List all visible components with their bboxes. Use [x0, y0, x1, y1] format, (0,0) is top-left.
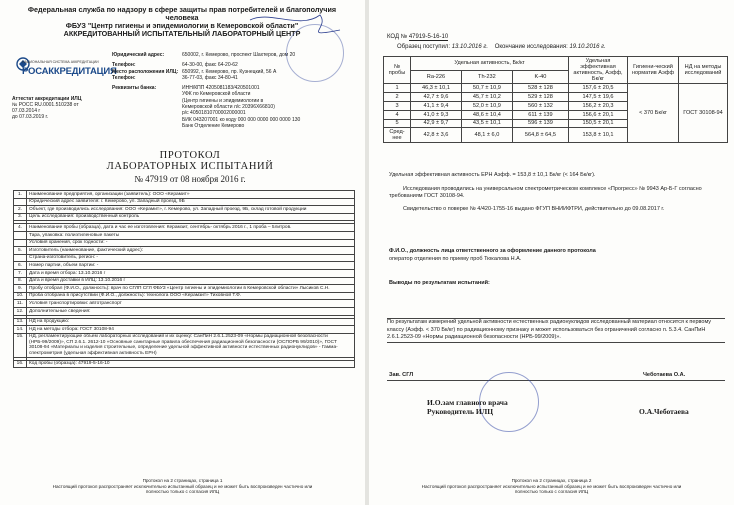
contact-row: Реквизиты банка: ИНН/КПП 4205081183/420501001 — [112, 85, 260, 92]
cell-eff: 156,2 ± 20,3 — [569, 102, 628, 111]
row-text: Дата и время отбора: 13.10.2016 г — [27, 269, 355, 277]
header-line: Федеральная служба по надзору в сфере защиты прав потребителей и благополучия человека — [27, 5, 337, 22]
row-number — [14, 231, 27, 239]
sig-name: Чеботаева О.А. — [643, 372, 686, 378]
table-row — [14, 292, 355, 300]
footer-line: полностью только с согласия ИЛЦ — [514, 489, 589, 495]
row-text: Дата и время доставки в ИЛЦ: 13.10.2016 г — [27, 277, 355, 285]
code-label: КОД № — [387, 34, 408, 40]
row-text: НД, регламентирующие объем лабораторных исследований и их оценку: СанПиН 2.6.1.2523-09 «Нормы радиационной безопасности (НРБ-99/2009)», СП 2.6.1. 2612-10 «Основные санитарные правила обеспечения радиационной безопасности (ОСПОРБ 99/2010)», ГОСТ 30108-94 «Материалы и изделия строительные, определение удельной эффективной активности естественных радионуклидов» - Гамма-спектрометрия (удельная эффективная активность ЕРН) — [27, 333, 355, 357]
cell-n: 4 — [384, 110, 411, 119]
signature — [0, 0, 365, 130]
col-norm: Гигиени-ческий норматив Aэфф — [628, 57, 679, 84]
sample-dates — [397, 44, 606, 50]
table-row — [384, 84, 728, 93]
footer-line: Протокол на 2 страницах, страница 1 — [142, 478, 223, 484]
row-text: Номер партии, объем партии: - — [27, 262, 355, 270]
conclusion-box: По результатам измерений удельной активности естественных радионуклидов исследованный материал относится к первому классу (Aэфф. < 370 Бк/кг) по радиационному признаку и может использоваться без ограничений согласно п. 5.3.4. СанПиН 2.6.1.2523-09 «Нормы радиационной безопасности (НРБ-99/2009)». — [387, 318, 725, 343]
table-row — [14, 326, 355, 334]
row-number — [14, 239, 27, 247]
cell-th: 45,7 ± 10,2 — [461, 93, 512, 102]
table-row — [14, 285, 355, 293]
results-table — [383, 56, 728, 143]
end-label: Окончание исследования: — [494, 44, 568, 50]
row-text: Изготовитель (наименование, фактический адрес): — [27, 247, 355, 255]
row-number: 1. — [14, 191, 27, 199]
contact-row: р/с 40501810700002000001 — [182, 110, 246, 117]
footer-line: полностью только с согласия ИЛЦ — [145, 489, 220, 495]
table-row — [14, 191, 355, 199]
row-number: 2. — [14, 206, 27, 214]
cell-k: 529 ± 128 — [512, 93, 568, 102]
contact-row: УФК по Кемеровской области — [182, 91, 251, 98]
protocol-title — [90, 150, 290, 185]
responsible-value: оператор отделения по приему проб Тюкалова Н.А. — [389, 256, 522, 262]
row-text: Дополнительные сведения: — [27, 307, 355, 315]
isotope-header: Ra-226 — [411, 70, 462, 84]
contact-row: БИК 043207001 ко коду 000 000 0000 000 0000 130 — [182, 116, 301, 123]
cell-eff: 157,6 ± 20,5 — [569, 84, 628, 93]
row-text: НД на методы отбора: ГОСТ 30108-94 — [27, 326, 355, 334]
sig-label: Зав. СГЛ — [389, 372, 414, 378]
accreditation-line: Аттестат аккредитации ИЛЦ — [12, 96, 82, 102]
responsible-label: Ф.И.О., должность лица ответственного за оформление данного протокола — [389, 248, 596, 254]
table-row — [14, 247, 355, 255]
row-text: Наименование пробы (образца), дата и час ее изготовления: Керамзит, сентябрь- октябрь 2016 г., 1 проба – 5литров. — [27, 224, 355, 232]
row-text: Пробу отобрал (Ф.И.О., должность): врач по СГЛП СГЛ ФБУЗ «Центр гигиены и эпидемиологии в Кемеровской области» Лысиков С.Н. — [27, 285, 355, 293]
row-number: 3. — [14, 213, 27, 221]
cell-eff: 147,5 ± 19,6 — [569, 93, 628, 102]
row-number: 14. — [14, 326, 27, 334]
sample-code — [387, 34, 448, 42]
table-row — [14, 254, 355, 262]
cell-ra: 42,9 ± 9,7 — [411, 119, 462, 128]
received-label: Образец поступил: — [397, 44, 451, 50]
table-row — [14, 300, 355, 308]
row-text: Условия хранения, срок годности: - — [27, 239, 355, 247]
head-title-line: И.О.зам главного врача — [427, 398, 508, 407]
cell-th: 52,0 ± 10,9 — [461, 102, 512, 111]
table-row — [14, 318, 355, 326]
table-row — [14, 198, 355, 206]
row-number: 16. — [14, 360, 27, 368]
row-number: 8. — [14, 277, 27, 285]
certificate-paragraph: Свидетельство о поверке № 4/420-1755-16 выдано ФГУП ВНИИФТРИ, действительно до 09.08.2017 г. — [403, 206, 665, 212]
code-value: 47919-5-16-10 — [408, 34, 449, 40]
cell-k: 596 ± 139 — [512, 119, 568, 128]
cell-th: 48,6 ± 10,4 — [461, 110, 512, 119]
cell-n: 3 — [384, 102, 411, 111]
logo-subtitle: НАЦИОНАЛЬНАЯ СИСТЕМА АККРЕДИТАЦИИ — [22, 60, 99, 64]
row-text: Проба отобрана в присутствии (Ф.И.О., должность): технолога ООО «Керамзит» Тиховной Т.Ф. — [27, 292, 355, 300]
accreditation-line: № РОСС RU.0001.510238 от 07.03.2014 г — [12, 102, 79, 114]
protocol-page-2 — [369, 0, 734, 505]
table-row — [14, 231, 355, 239]
divider — [387, 380, 725, 381]
row-number: 15. — [14, 333, 27, 357]
contact-row: Место расположения ИЛЦ: 650992, г. Кемерово, пр. Кузнецкий, 56 А — [112, 68, 277, 75]
logo-text: РОСАККРЕДИТАЦИЯ — [22, 66, 117, 77]
head-name: О.А.Чеботаева — [639, 407, 689, 416]
header-line: АККРЕДИТОВАННЫЙ ИСПЫТАТЕЛЬНЫЙ ЛАБОРАТОРНЫЙ ЦЕНТР — [63, 29, 301, 38]
header-line: ФБУЗ "Центр гигиены и эпидемиологии в Кемеровской области" — [65, 21, 299, 30]
cell-th: 48,1 ± 6,0 — [461, 128, 512, 143]
cell-ra: 41,1 ± 9,4 — [411, 102, 462, 111]
row-text: Наименование предприятия, организации (заявитель): ООО «Керамит» — [27, 191, 355, 199]
cell-th: 50,7 ± 10,9 — [461, 84, 512, 93]
row-number: 11. — [14, 300, 27, 308]
table-row — [14, 239, 355, 247]
conclusions-label: Выводы по результатам испытаний: — [389, 280, 490, 286]
row-number: 10. — [14, 292, 27, 300]
page-footer — [369, 478, 734, 495]
isotope-header: Th-232 — [461, 70, 512, 84]
footer-line: Протокол на 2 страницах, страница 2 — [511, 478, 592, 484]
cell-eff: 156,6 ± 20,1 — [569, 110, 628, 119]
col-sample-no: № пробы — [384, 57, 411, 84]
table-row — [14, 206, 355, 214]
method-cell: ГОСТ 30108-94 — [679, 84, 728, 143]
col-activity: Удельная активность, Бк/кг — [411, 57, 569, 71]
cell-n: 1 — [384, 84, 411, 93]
cell-th: 43,5 ± 10,1 — [461, 119, 512, 128]
contact-row: Телефон: 36-77-03, факс 34-80-41 — [112, 74, 238, 81]
page-footer — [0, 478, 365, 495]
row-number: 4. — [14, 224, 27, 232]
contact-row: (Центр гигиены и эпидемиологии в — [182, 97, 264, 104]
protocol-page-1 — [0, 0, 365, 505]
row-number — [14, 254, 27, 262]
row-text: Юридический адрес заявителя: г. Кемерово, ул. Западный проезд, 9Б — [27, 198, 355, 206]
row-text: Страна-изготовитель, регион: - — [27, 254, 355, 262]
footer-line: Настоящий протокол распространяет исключительно испытанный образец и не может быть воспроизведен частично или — [52, 483, 313, 489]
contact-row: Банк Отделение Кемерово — [182, 122, 245, 129]
protocol-number: № 47919 от 08 ноября 2016 г. — [134, 174, 246, 184]
cell-ra: 41,0 ± 9,3 — [411, 110, 462, 119]
row-number: 12. — [14, 307, 27, 315]
result-line: Удельная эффективная активность ЕРН Aэфф. = 153,8 ± 10,1 Бк/кг (< 164 Бк/кг). — [389, 172, 596, 178]
col-effective: Удельная эффективная активность, Aэфф, Бк/кг — [569, 57, 628, 84]
row-number: 9. — [14, 285, 27, 293]
end-date: 19.10.2016 г. — [569, 44, 606, 50]
row-number — [14, 198, 27, 206]
row-text: Условия транспортировки: автотранспорт — [27, 300, 355, 308]
equipment-paragraph: Исследования проводились на универсальном спектрометрическом комплексе «Прогресс» № 9943 Ар-Б-Г согласно требованиям ГОСТ 30108-94. — [389, 186, 702, 199]
norm-cell: < 370 Бк/кг — [628, 84, 679, 143]
table-row — [14, 224, 355, 232]
cell-n: 5 — [384, 119, 411, 128]
table-row — [14, 277, 355, 285]
isotope-header: K-40 — [512, 70, 568, 84]
row-text: Объект, где производились исследования: ООО «Керамит», г. Кемерово, ул. Западный проезд, 9Б, склад готовой продукции — [27, 206, 355, 214]
row-number: 5. — [14, 247, 27, 255]
cell-k: 611 ± 139 — [512, 110, 568, 119]
cell-k: 528 ± 128 — [512, 84, 568, 93]
title-line: ПРОТОКОЛ — [159, 150, 221, 161]
cell-eff: 153,8 ± 10,1 — [569, 128, 628, 143]
head-title — [427, 398, 508, 416]
cell-n: Сред-нее — [384, 128, 411, 143]
received-date: 13.10.2016 г. — [451, 44, 489, 50]
accreditation-line: до 07.03.2019 г. — [12, 114, 49, 120]
footer-line: Настоящий протокол распространяет исключительно испытанный образец и не может быть воспроизведен частично или — [421, 483, 682, 489]
cell-ra: 42,8 ± 3,6 — [411, 128, 462, 143]
table-row — [14, 269, 355, 277]
row-number: 13. — [14, 318, 27, 326]
table-row — [14, 360, 355, 368]
table-row — [14, 262, 355, 270]
table-row — [14, 213, 355, 221]
contact-row: Кемеровской области л/с 20396Х66810) — [182, 104, 275, 111]
contact-row: Телефон: 64-30-00, факс 64-20-62 — [112, 62, 238, 69]
row-text: НД на продукцию: — [27, 318, 355, 326]
cell-k: 560 ± 132 — [512, 102, 568, 111]
protocol-details-table — [13, 190, 355, 368]
row-text: Код пробы (образца): 47919-5-16-10 — [27, 360, 355, 368]
row-number: 7. — [14, 269, 27, 277]
row-text: Тара, упаковка: полиэтиленовые пакеты — [27, 231, 355, 239]
table-row — [14, 307, 355, 315]
cell-n: 2 — [384, 93, 411, 102]
cell-eff: 150,5 ± 20,1 — [569, 119, 628, 128]
title-line: ЛАБОРАТОРНЫХ ИСПЫТАНИЙ — [106, 161, 274, 172]
cell-k: 564,8 ± 64,5 — [512, 128, 568, 143]
row-text: Цель исследования: производственный контроль — [27, 213, 355, 221]
contact-row: Юридический адрес: 650002, г. Кемерово, проспект Шахтеров, дом 20 — [112, 52, 296, 58]
row-number: 6. — [14, 262, 27, 270]
table-row — [14, 333, 355, 357]
col-method: НД на методы исследований — [679, 57, 728, 84]
head-title-line: Руководитель ИЛЦ — [427, 407, 494, 416]
cell-ra: 46,3 ± 10,1 — [411, 84, 462, 93]
cell-ra: 42,7 ± 9,6 — [411, 93, 462, 102]
